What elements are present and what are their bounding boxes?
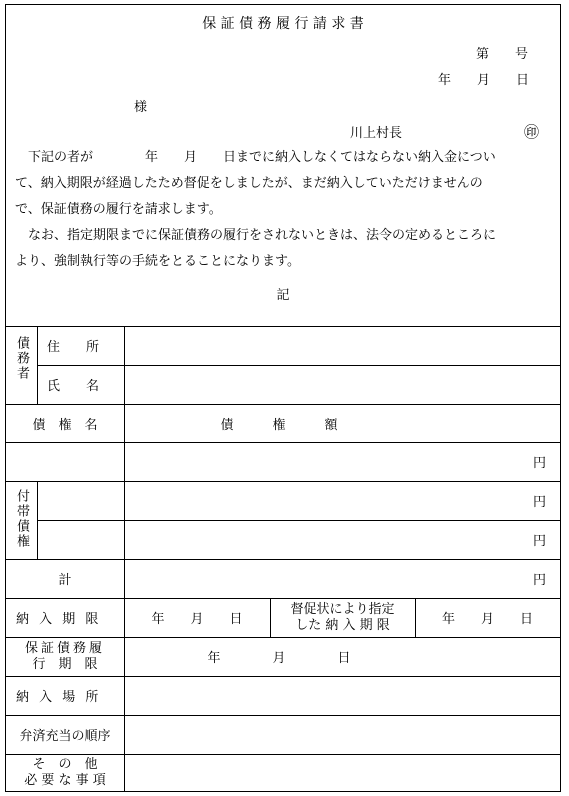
seal-mark: ㊞ xyxy=(524,123,540,141)
addressee-suffix: 様 xyxy=(134,100,148,115)
total-label: 計 xyxy=(58,573,72,588)
other-label: そ の 他 必 要 な 事 項 xyxy=(24,756,106,788)
document-number: 第 号 xyxy=(476,47,529,62)
notice-due-label: 督促状により指定 した 納 入 期 限 xyxy=(290,601,395,633)
total-amount-field[interactable] xyxy=(124,559,560,598)
address-label: 住 所 xyxy=(47,340,100,355)
incidental-name-field-1[interactable] xyxy=(37,481,124,520)
body-line: で、保証債務の履行を請求します。 xyxy=(15,202,222,217)
guarantee-due-date-field[interactable]: 年 月 日 xyxy=(207,651,351,666)
body-line: なお、指定期限までに保証債務の履行をされないときは、法令の定めるところに xyxy=(15,228,497,243)
address-field[interactable] xyxy=(124,326,560,365)
debtor-label: 債務者 xyxy=(14,336,29,381)
form-title: 保 証 債 務 履 行 請 求 書 xyxy=(202,16,364,32)
yen-unit: 円 xyxy=(532,495,546,510)
yen-unit: 円 xyxy=(532,456,546,471)
request-form xyxy=(5,4,561,792)
name-field[interactable] xyxy=(124,365,560,404)
yen-unit: 円 xyxy=(532,534,546,549)
incidental-name-field-2[interactable] xyxy=(37,520,124,559)
claim-name-label: 債 権 名 xyxy=(32,417,98,433)
incidental-amount-field-1[interactable] xyxy=(124,481,560,520)
guarantee-due-label: 保証債務履 行 期 限 xyxy=(24,640,105,672)
incidental-amount-field-2[interactable] xyxy=(124,520,560,559)
other-field[interactable] xyxy=(124,754,560,791)
name-label: 氏 名 xyxy=(47,379,100,394)
claim-name-field[interactable] xyxy=(6,442,124,481)
ki-heading: 記 xyxy=(276,288,290,303)
body-line: て、納入期限が経過したため督促をしましたが、まだ納入していただけませんの xyxy=(15,176,483,191)
incidental-label: 付帯債権 xyxy=(14,489,29,549)
due-label: 納 入 期 限 xyxy=(16,612,102,627)
claim-amount-label: 債 権 額 xyxy=(220,417,338,433)
payment-place-label: 納 入 場 所 xyxy=(16,690,102,705)
claim-amount-field[interactable] xyxy=(124,442,560,481)
body-line: 下記の者が 年 月 日までに納入しなくてはならない納入金につい xyxy=(15,150,496,165)
payment-place-field[interactable] xyxy=(124,676,560,715)
body-line: より、強制執行等の手続をとることになります。 xyxy=(15,254,300,269)
request-body xyxy=(15,145,560,275)
order-field[interactable] xyxy=(124,715,560,754)
order-label: 弁済充当の順序 xyxy=(19,729,111,744)
notice-due-date-field[interactable]: 年 月 日 xyxy=(441,612,533,627)
due-date-field[interactable]: 年 月 日 xyxy=(151,612,243,627)
issue-date: 年 月 日 xyxy=(438,73,530,88)
yen-unit: 円 xyxy=(532,573,546,588)
issuer-name: 川上村長 xyxy=(350,126,403,141)
